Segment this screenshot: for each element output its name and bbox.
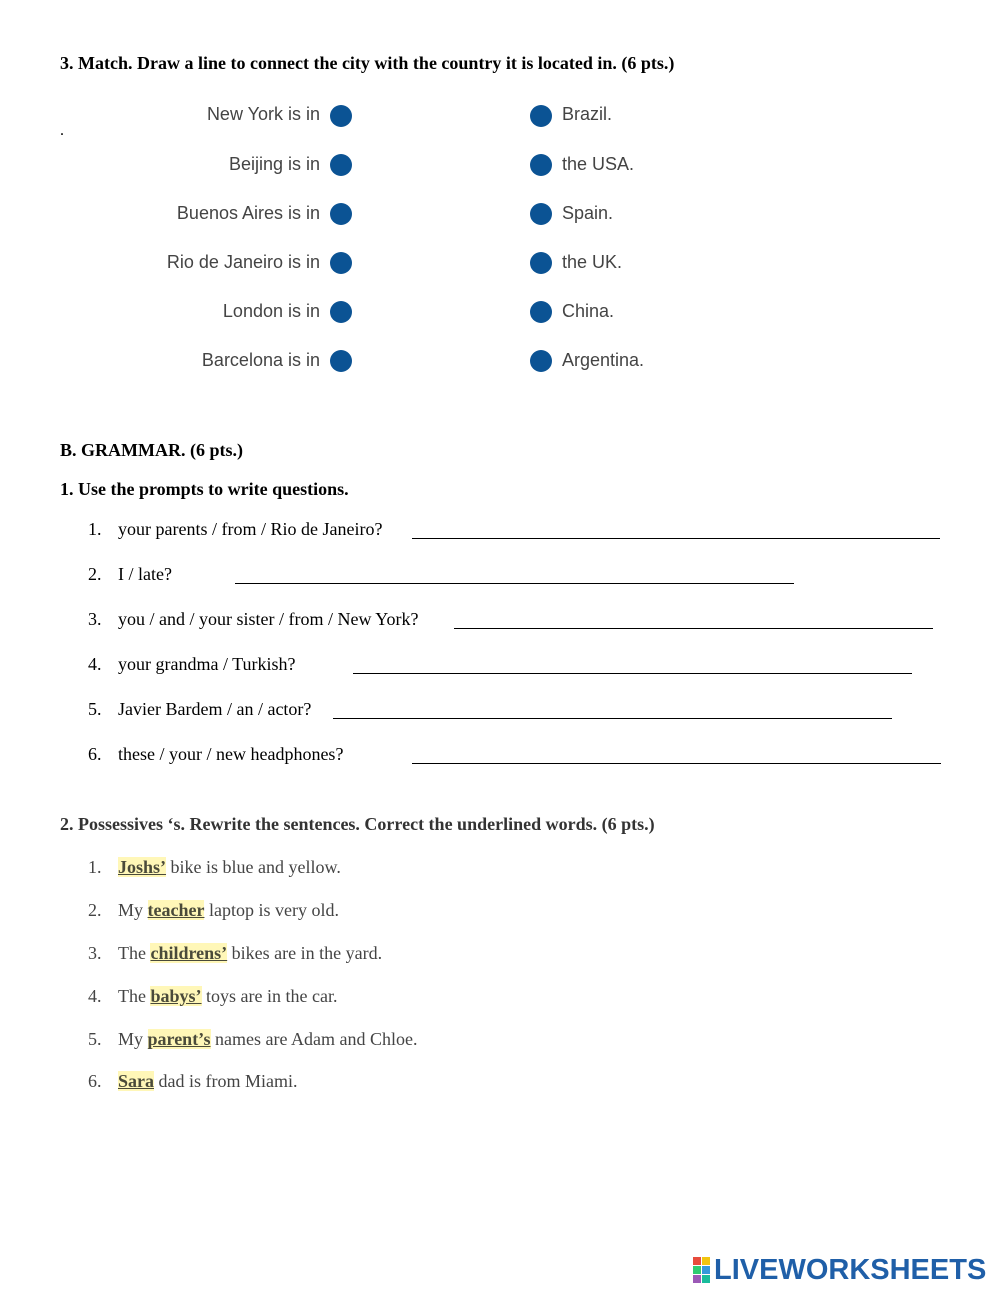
- sentence-number: 6.: [88, 1071, 102, 1091]
- country-label: China.: [562, 301, 615, 321]
- logo-text: LIVEWORKSHEETS: [714, 1253, 987, 1286]
- sentence-number: 1.: [88, 857, 102, 877]
- country-connector-dot[interactable]: [530, 301, 552, 323]
- city-connector-dot[interactable]: [330, 301, 352, 323]
- answer-blank[interactable]: [412, 538, 940, 539]
- city-connector-dot[interactable]: [330, 350, 352, 372]
- sentence: Sara dad is from Miami.: [118, 1071, 298, 1091]
- city-connector-dot[interactable]: [330, 105, 352, 127]
- underlined-word: Joshs’: [118, 857, 167, 877]
- stray-mark: .: [60, 122, 64, 139]
- possessives-heading: 2. Possessives ‘s. Rewrite the sentences. Correct the underlined words. (6 pts.): [60, 814, 655, 834]
- question-prompt: your grandma / Turkish?: [118, 654, 296, 674]
- sentence-number: 4.: [88, 986, 102, 1006]
- questions-heading: 1. Use the prompts to write questions.: [60, 479, 349, 499]
- country-label: Argentina.: [562, 350, 645, 370]
- question-prompt: you / and / your sister / from / New York?: [118, 609, 419, 629]
- answer-blank[interactable]: [235, 583, 794, 584]
- grammar-heading: B. GRAMMAR. (6 pts.): [60, 440, 243, 460]
- logo-mark-icon: [693, 1257, 710, 1283]
- logo-square: [702, 1266, 710, 1274]
- city-label: London is in: [222, 301, 320, 321]
- sentence: The babys’ toys are in the car.: [118, 986, 338, 1006]
- logo-square: [693, 1257, 701, 1265]
- country-connector-dot[interactable]: [530, 252, 552, 274]
- question-number: 3.: [88, 609, 102, 629]
- answer-blank[interactable]: [333, 718, 892, 719]
- city-label: Rio de Janeiro is in: [166, 252, 320, 272]
- sentence-number: 2.: [88, 900, 102, 920]
- sentence: My teacher laptop is very old.: [118, 900, 339, 920]
- country-connector-dot[interactable]: [530, 350, 552, 372]
- underlined-word: childrens’: [150, 943, 228, 963]
- answer-blank[interactable]: [412, 763, 941, 764]
- underlined-word: Sara: [118, 1071, 154, 1091]
- match-heading: 3. Match. Draw a line to connect the city with the country it is located in. (6 pts.): [60, 53, 675, 73]
- city-connector-dot[interactable]: [330, 203, 352, 225]
- question-number: 4.: [88, 654, 102, 674]
- sentence: The childrens’ bikes are in the yard.: [118, 943, 383, 963]
- answer-blank[interactable]: [353, 673, 912, 674]
- logo-square: [693, 1266, 701, 1274]
- logo-square: [702, 1257, 710, 1265]
- question-prompt: I / late?: [118, 564, 172, 584]
- logo-square: [693, 1275, 701, 1283]
- underlined-word: parent’s: [147, 1029, 211, 1049]
- question-number: 1.: [88, 519, 102, 539]
- sentence: Joshs’ bike is blue and yellow.: [118, 857, 341, 877]
- sentence-number: 5.: [88, 1029, 102, 1049]
- question-prompt: these / your / new headphones?: [118, 744, 344, 764]
- question-number: 6.: [88, 744, 102, 764]
- country-label: the UK.: [562, 252, 623, 272]
- question-prompt: Javier Bardem / an / actor?: [118, 699, 312, 719]
- answer-blank[interactable]: [454, 628, 933, 629]
- country-label: the USA.: [562, 154, 635, 174]
- question-prompt: your parents / from / Rio de Janeiro?: [118, 519, 383, 539]
- city-label: New York is in: [206, 104, 320, 124]
- city-label: Buenos Aires is in: [176, 203, 320, 223]
- underlined-word: teacher: [147, 900, 205, 920]
- question-number: 2.: [88, 564, 102, 584]
- country-label: Spain.: [562, 203, 614, 223]
- country-label: Brazil.: [562, 104, 613, 124]
- underlined-word: babys’: [150, 986, 202, 1006]
- city-connector-dot[interactable]: [330, 252, 352, 274]
- city-label: Barcelona is in: [201, 350, 320, 370]
- country-connector-dot[interactable]: [530, 154, 552, 176]
- city-connector-dot[interactable]: [330, 154, 352, 176]
- city-label: Beijing is in: [228, 154, 320, 174]
- question-number: 5.: [88, 699, 102, 719]
- sentence-number: 3.: [88, 943, 102, 963]
- country-connector-dot[interactable]: [530, 105, 552, 127]
- logo-square: [702, 1275, 710, 1283]
- sentence: My parent’s names are Adam and Chloe.: [118, 1029, 418, 1049]
- country-connector-dot[interactable]: [530, 203, 552, 225]
- liveworksheets-logo[interactable]: [693, 1253, 987, 1286]
